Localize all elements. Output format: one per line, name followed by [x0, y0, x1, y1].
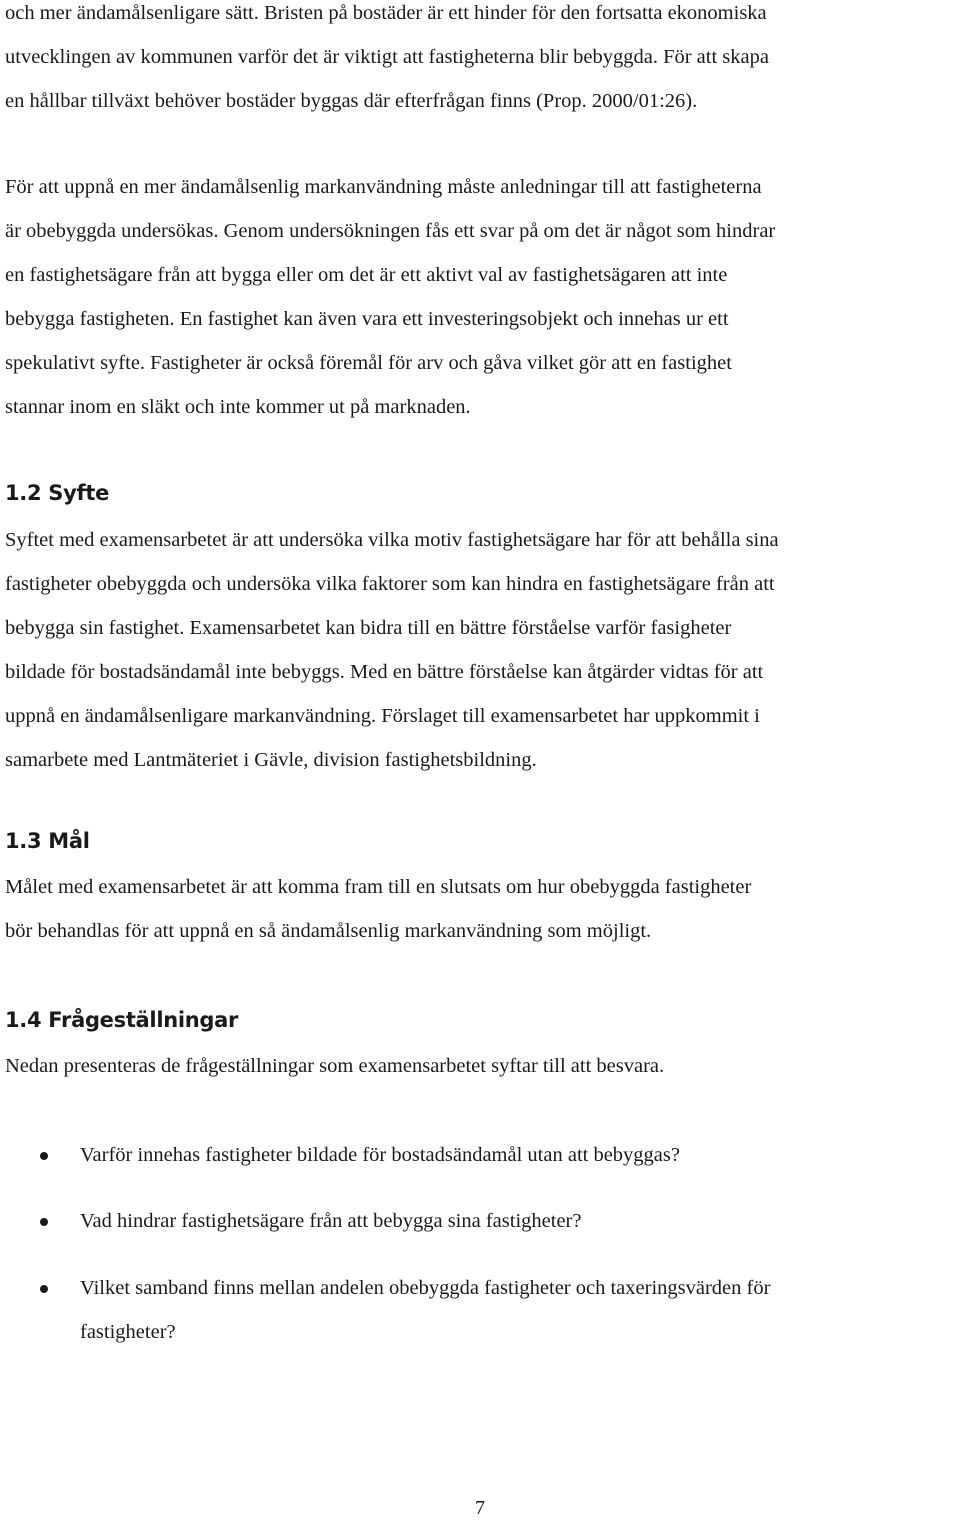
bullet-icon	[40, 1218, 48, 1226]
text-line: Syftet med examensarbetet är att undersöka vilka motiv fastighetsägare har för att behålla sina	[5, 529, 779, 551]
text-line: Nedan presenteras de frågeställningar som examensarbetet syftar till att besvara.	[5, 1055, 665, 1077]
text-line: Vad hindrar fastighetsägare från att bebygga sina fastigheter?	[80, 1210, 582, 1232]
page-number: 7	[475, 1497, 485, 1519]
text-line: stannar inom en släkt och inte kommer ut på marknaden.	[5, 396, 471, 418]
bullet-icon	[40, 1285, 48, 1293]
text-line: spekulativt syfte. Fastigheter är också föremål för arv och gåva vilket gör att en fastighet	[5, 352, 732, 374]
text-line: Målet med examensarbetet är att komma fram till en slutsats om hur obebyggda fastigheter	[5, 876, 752, 898]
text-line: För att uppnå en mer ändamålsenlig markanvändning måste anledningar till att fastigheterna	[5, 176, 762, 198]
text-line: bebygga sin fastighet. Examensarbetet kan bidra till en bättre förståelse varför fasigheter	[5, 617, 732, 639]
text-line: en hållbar tillväxt behöver bostäder byggas där efterfrågan finns (Prop. 2000/01:26).	[5, 90, 698, 112]
text-line: utvecklingen av kommunen varför det är viktigt att fastigheterna blir bebyggda. För att skapa	[5, 46, 769, 68]
text-line: samarbete med Lantmäteriet i Gävle, division fastighetsbildning.	[5, 749, 537, 771]
intro-paragraph	[5, 0, 960, 123]
text-line: bildade för bostadsändamål inte bebyggs. Med en bättre förståelse kan åtgärder vidtas för att	[5, 661, 764, 683]
bullet-icon	[40, 1152, 48, 1160]
text-line: bör behandlas för att uppnå en så ändamålsenlig markanvändning som möjligt.	[5, 920, 652, 942]
section-heading-mal: 1.3 Mål	[5, 829, 90, 853]
text-line: Varför innehas fastigheter bildade för bostadsändamål utan att bebyggas?	[80, 1144, 680, 1166]
text-line: och mer ändamålsenligare sätt. Bristen på bostäder är ett hinder för den fortsatta ekonomiska	[5, 2, 767, 24]
section-heading-syfte: 1.2 Syfte	[5, 481, 110, 505]
fragestallningar-intro	[5, 1044, 960, 1088]
syfte-paragraph	[5, 518, 960, 782]
text-line: är obebyggda undersökas. Genom undersökningen fås ett svar på om det är något som hindrar	[5, 220, 776, 242]
text-line: uppnå en ändamålsenligare markanvändning. Förslaget till examensarbetet har uppkommit i	[5, 705, 760, 727]
mal-paragraph	[5, 865, 960, 953]
text-line: fastigheter obebyggda och undersöka vilka faktorer som kan hindra en fastighetsägare från att	[5, 573, 775, 595]
text-line: bebygga fastigheten. En fastighet kan även vara ett investeringsobjekt och innehas ur ett	[5, 308, 729, 330]
text-line: Vilket samband finns mellan andelen obebyggda fastigheter och taxeringsvärden för	[80, 1277, 771, 1299]
body-paragraph	[5, 165, 960, 429]
text-line: en fastighetsägare från att bygga eller om det är ett aktivt val av fastighetsägaren att inte	[5, 264, 728, 286]
section-heading-fragestallningar: 1.4 Frågeställningar	[5, 1008, 239, 1032]
text-line: fastigheter?	[80, 1321, 176, 1343]
